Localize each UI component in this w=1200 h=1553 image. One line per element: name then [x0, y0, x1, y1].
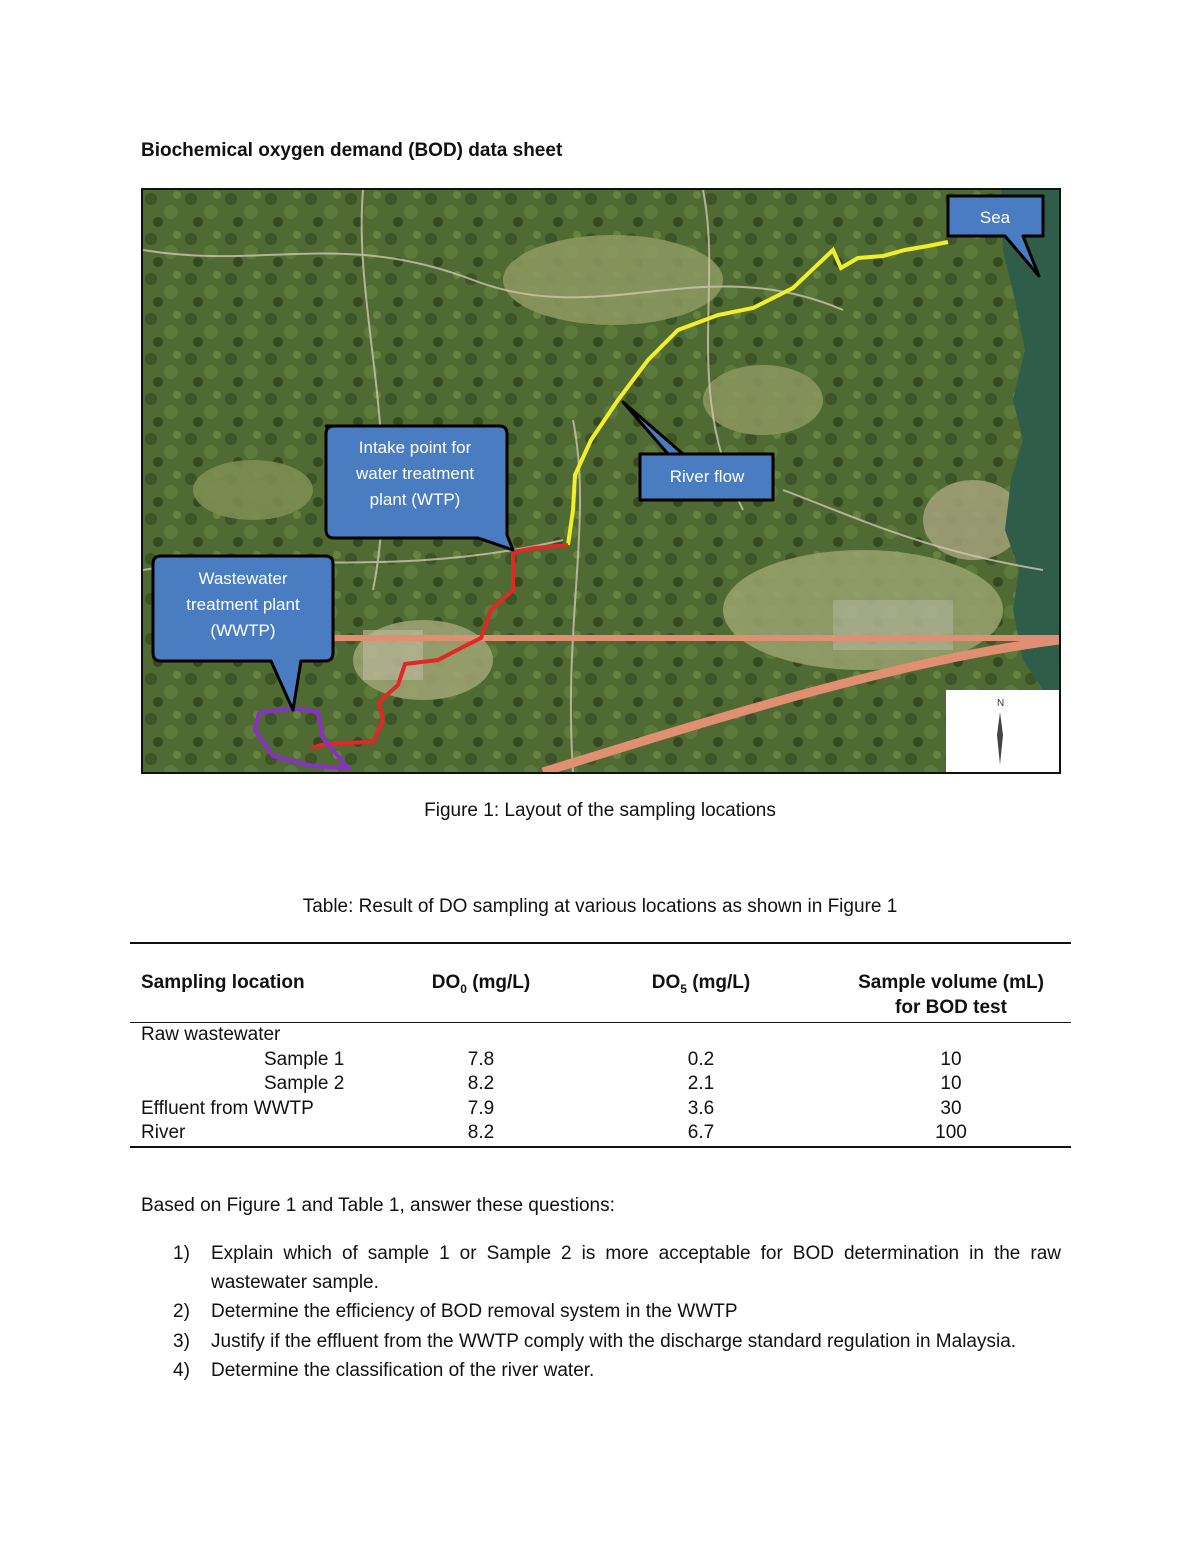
cell-do5: 6.7: [687, 1122, 715, 1143]
cell-do5: 3.6: [687, 1097, 715, 1119]
svg-text:Sea: Sea: [979, 208, 1011, 227]
question-text: Determine the efficiency of BOD removal system in the WWTP: [211, 1301, 738, 1322]
question-list: [141, 1240, 1061, 1387]
cell-volume: 30: [940, 1097, 962, 1119]
sampling-layout-figure: [141, 188, 1061, 774]
cell-do0: 7.8: [467, 1048, 495, 1070]
question-number: 2): [173, 1301, 190, 1322]
svg-text:Intake point for: Intake point for: [358, 438, 472, 457]
question-number: 3): [173, 1330, 190, 1352]
list-item: [141, 1357, 1061, 1386]
intake-callout: [326, 426, 513, 550]
header-sampling-location: Sampling location: [141, 972, 305, 993]
header-do5: $DO_5$ (mg/L): [651, 972, 751, 996]
cell-location: Sample 2: [264, 1073, 345, 1094]
question-number: 4): [173, 1360, 190, 1381]
cell-location: Effluent from WWTP: [141, 1097, 314, 1119]
question-number: 1): [173, 1243, 190, 1264]
list-item: [141, 1298, 1061, 1327]
table-row: [130, 1072, 1071, 1097]
question-text: Explain which of sample 1 or Sample 2 is more acceptable for BOD determination in the raw wastewater sample.: [211, 1243, 1061, 1293]
north-arrow: [946, 690, 1059, 772]
table-caption: Table: Result of DO sampling at various locations as shown in Figure 1: [302, 896, 898, 917]
table-row: [130, 1097, 1071, 1122]
cell-do0: 7.9: [467, 1097, 495, 1119]
cell-volume: 10: [940, 1048, 962, 1070]
svg-text:plant (WTP): plant (WTP): [369, 490, 461, 509]
satellite-map: [143, 190, 1059, 772]
svg-text:(WWTP): (WWTP): [210, 621, 276, 640]
table-row: [130, 1048, 1071, 1073]
questions-intro: Based on Figure 1 and Table 1, answer these questions:: [141, 1195, 615, 1216]
svg-text:River flow: River flow: [669, 467, 745, 486]
question-text: Determine the classification of the river water.: [211, 1360, 595, 1381]
svg-text:Wastewater: Wastewater: [198, 569, 288, 588]
cell-volume: 10: [940, 1073, 962, 1094]
cell-location: River: [141, 1122, 186, 1143]
table-row: [130, 1121, 1071, 1147]
svg-text:treatment plant: treatment plant: [186, 595, 300, 614]
cell-do0: 8.2: [467, 1122, 495, 1143]
page-title: Biochemical oxygen demand (BOD) data sheet: [141, 140, 563, 161]
svg-text:N: N: [997, 698, 1005, 709]
group-label: Raw wastewater: [141, 1024, 281, 1045]
figure-caption: Figure 1: Layout of the sampling locations: [424, 800, 776, 821]
cell-do5: 0.2: [687, 1048, 715, 1070]
question-text: Justify if the effluent from the WWTP comply with the discharge standard regulation in Malaysia.: [211, 1330, 1017, 1352]
cell-do0: 8.2: [467, 1073, 495, 1094]
list-item: [141, 1240, 1061, 1297]
header-do0: $DO_0$ (mg/L): [431, 972, 531, 996]
do-results-table: [130, 942, 1071, 1148]
svg-text:water treatment: water treatment: [355, 464, 475, 483]
cell-location: Sample 1: [264, 1048, 345, 1070]
cell-volume: 100: [935, 1122, 967, 1143]
table-row: [130, 1023, 1071, 1048]
table-header-row: [130, 943, 1071, 1023]
cell-do5: 2.1: [687, 1073, 715, 1094]
list-item: [141, 1328, 1061, 1357]
header-sample-volume: Sample volume (mL) for BOD test: [858, 972, 1044, 1018]
